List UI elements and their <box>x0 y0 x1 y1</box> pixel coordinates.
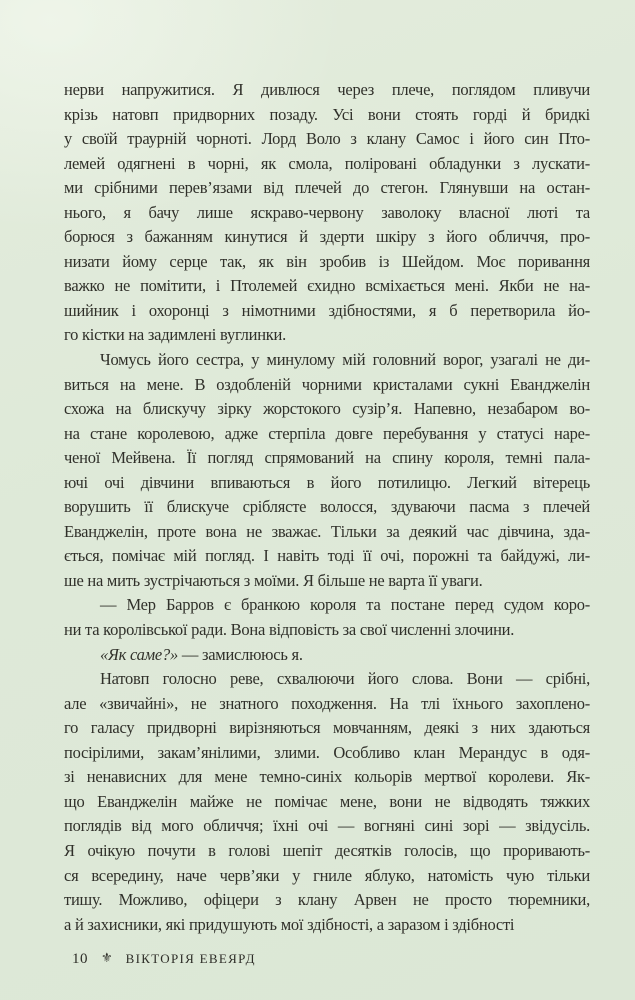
text-line: а й захисники, які придушують мої здібності, а заразом і здібності <box>64 914 515 934</box>
text-line: ворушить її блискуче сріблясте волосся, здуваючи пасма з плечей <box>64 497 590 517</box>
text-line: низати йому серце так, як він зробив із Шейдом. Моє поривання <box>64 251 590 271</box>
running-title-author: ВІКТОРІЯ ЕВЕЯРД <box>125 951 256 966</box>
text-line: ється, помічає мій погляд. І навіть тоді її очі, порожні та байдужі, ли- <box>64 546 590 566</box>
inner-thought-italic: «Як саме?» <box>100 644 178 664</box>
text-line: — Мер Барров є бранкою короля та постане перед судом коро- <box>100 595 590 615</box>
inner-thought-rest: — замислююсь я. <box>177 644 303 664</box>
text-line: борюся з бажанням кинутися й здерти шкіру з його обличчя, про- <box>64 227 590 247</box>
text-line: ми срібними перев’язами від плечей до стегон. Глянувши на остан- <box>64 178 590 198</box>
text-line: але «звичайні», не знатного походження. На тлі їхнього захоплено- <box>64 693 590 713</box>
text-line: шийник і охоронці з німотними здібностями, я б перетворила йо- <box>64 300 590 320</box>
text-line: посірілими, закам’янілими, злими. Особливо клан Мерандус в одя- <box>64 742 590 762</box>
text-line: ченої Мейвена. Її погляд спрямований на спину короля, темні пала- <box>64 448 590 468</box>
paragraph <box>64 348 590 593</box>
text-line: важко не помітити, і Птолемей єхидно всміхається мені. Якби не на- <box>64 276 590 296</box>
text-line: ше на мить зустрічаються з моїми. Я більше не варта її уваги. <box>64 570 483 590</box>
paragraph <box>64 667 590 937</box>
text-line: зі ненависних для мене темно-синіх кольорів мертвої королеви. Як- <box>64 767 590 787</box>
text-line: на стане королевою, адже стерпіла довге перебування у статусі наре- <box>64 423 590 443</box>
text-line: тишу. Можливо, офіцери з клану Арвен не просто тюремники, <box>64 890 590 910</box>
paragraph <box>64 78 590 348</box>
text-line: лемей одягнені в чорні, як смола, поліровані обладунки з лускати- <box>64 153 590 173</box>
text-line: у своїй траурній чорноті. Лорд Воло з клану Самос і його син Пто- <box>64 129 590 149</box>
text-line: го кістки на задимлені вуглинки. <box>64 325 286 345</box>
text-line: Еванджелін, проте вона не зважає. Тільки за деякий час дівчина, зда- <box>64 521 590 541</box>
text-line: нерви напружитися. Я дивлюся через плече, поглядом пливучи <box>64 80 590 99</box>
text-line: крізь натовп придворних позаду. Усі вони стоять горді й бридкі <box>64 104 590 124</box>
text-line: поглядів від мого обличчя; їхні очі — вогняні сині зорі — звідусіль. <box>64 816 590 836</box>
paragraph <box>64 593 590 642</box>
paragraph <box>64 643 590 668</box>
text-line: виться на мене. В оздобленій чорними кристалами сукні Еванджелін <box>64 374 590 394</box>
text-line: схожа на блискучу зірку жорстокого сузір’я. Напевно, незабаром во- <box>64 399 590 419</box>
text-line: нього, я бачу лише яскраво-червону заволоку власної люті та <box>64 202 590 222</box>
page-number: 10 <box>72 951 88 967</box>
text-line: ся всередину, наче черв’яки у гниле яблуко, натомість чую тільки <box>64 865 590 885</box>
page-footer <box>72 951 256 968</box>
text-line: Чомусь його сестра, у минулому мій головний ворог, узагалі не ди- <box>100 350 590 370</box>
text-line: Я очікую почути в голові шепіт десятків голосів, що проривають- <box>64 840 590 860</box>
text-line <box>64 643 590 668</box>
text-line: що Еванджелін майже не помічає мене, вони не відводять тяжких <box>64 791 590 811</box>
text-block <box>64 78 590 937</box>
text-line: ючі очі дівчини впиваються в його потилицю. Легкий вітерець <box>64 472 590 492</box>
fleur-de-lis-icon: ⚜ <box>101 951 113 966</box>
text-line: ни та королівської ради. Вона відповість за свої численні злочини. <box>64 620 515 640</box>
text-line: го галасу придворні вирізняються мовчанням, деякі з них здаються <box>64 718 590 738</box>
text-line: Натовп голосно реве, схвалюючи його слова. Вони — срібні, <box>100 669 590 689</box>
